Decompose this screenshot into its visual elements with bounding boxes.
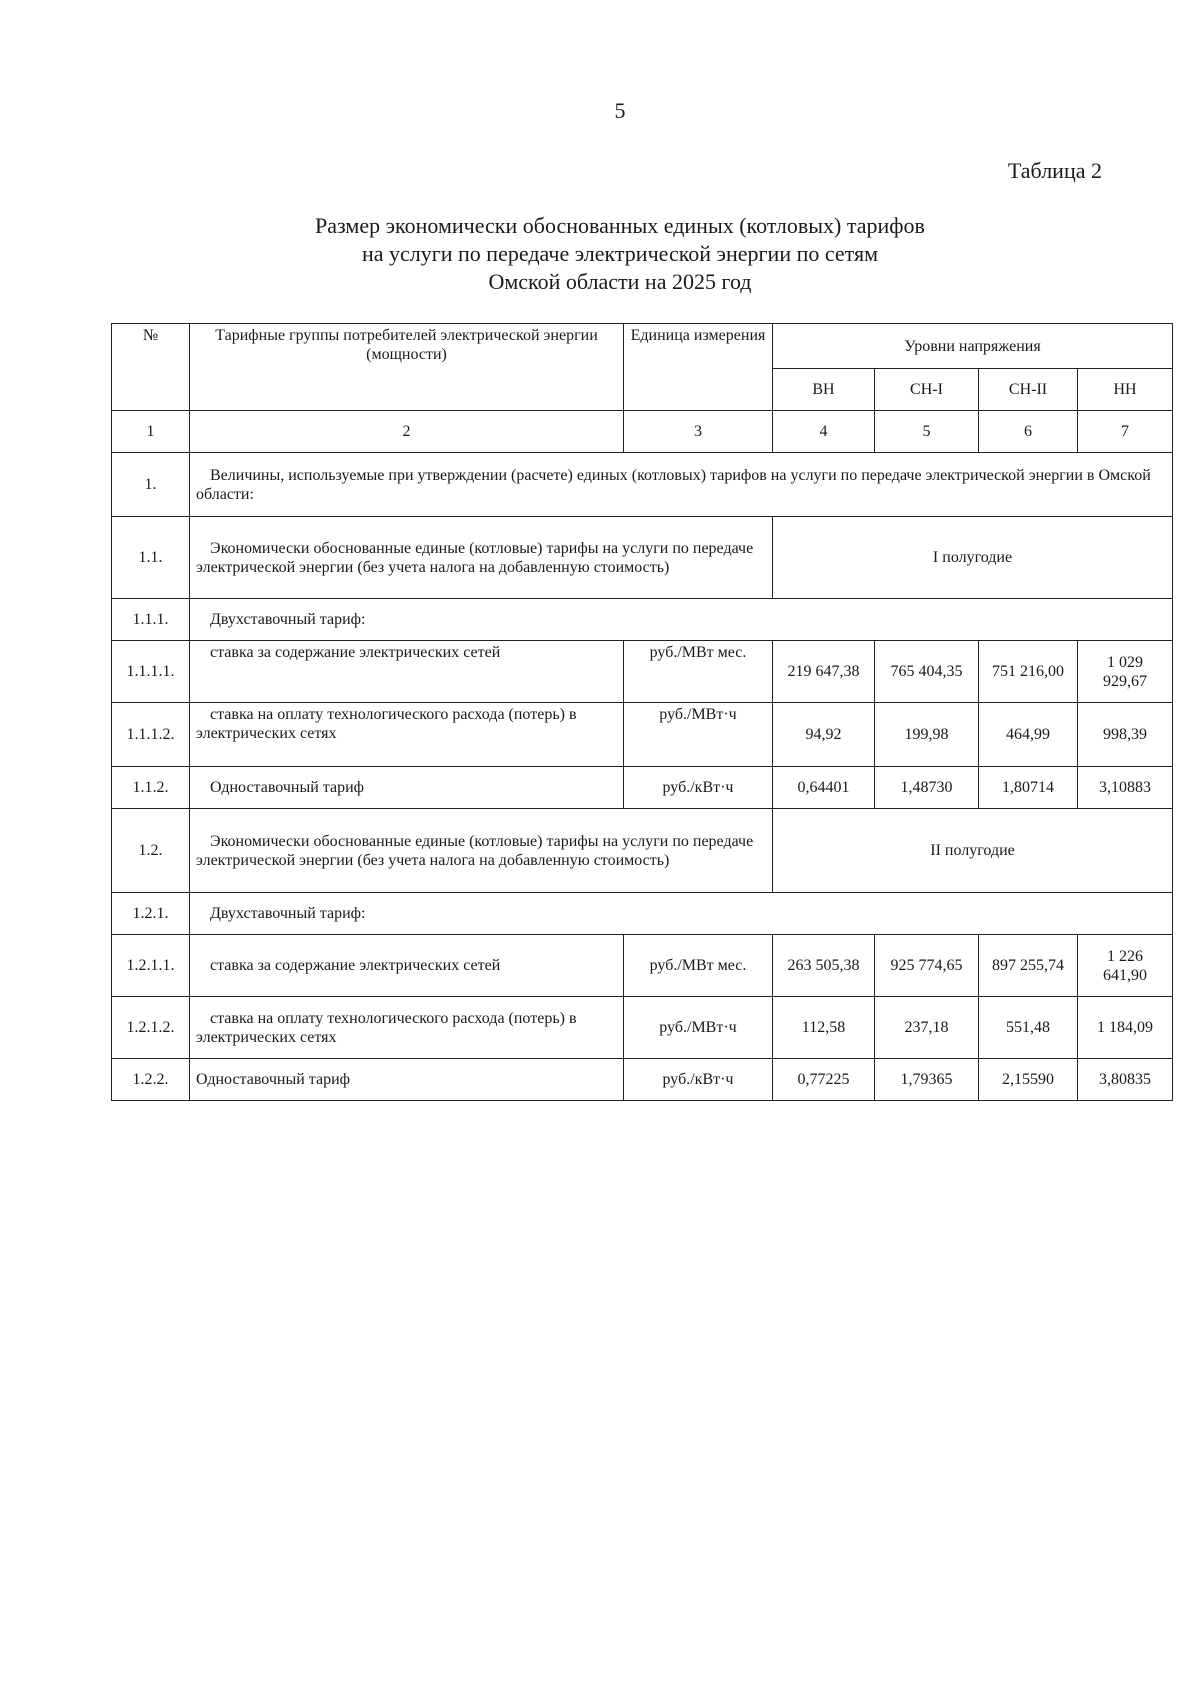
period-label: I полугодие (773, 517, 1173, 599)
row-description: Величины, используемые при утверждении (расчете) единых (котловых) тарифов на услуги по передаче электрической энергии в Омской области: (190, 453, 1173, 517)
row-number: 1.1.1. (112, 599, 190, 641)
value-nn: 3,80835 (1078, 1059, 1173, 1101)
col-number: 1 (112, 411, 190, 453)
value-sn2: 751 216,00 (979, 641, 1078, 703)
row-unit: руб./МВт мес. (624, 641, 773, 703)
header-unit: Единица измерения (624, 324, 773, 411)
value-sn1: 925 774,65 (875, 935, 979, 997)
table-row (112, 1059, 1173, 1101)
value-vn: 0,77225 (773, 1059, 875, 1101)
row-number: 1.2.1. (112, 893, 190, 935)
value-vn: 112,58 (773, 997, 875, 1059)
row-number: 1.2.2. (112, 1059, 190, 1101)
table-row (112, 703, 1173, 767)
row-unit: руб./кВт·ч (624, 1059, 773, 1101)
value-vn: 94,92 (773, 703, 875, 767)
row-description: Экономически обоснованные единые (котловые) тарифы на услуги по передаче электрической энергии (без учета налога на добавленную стоимость) (190, 809, 773, 893)
row-description: ставка за содержание электрических сетей (190, 641, 624, 703)
row-unit: руб./МВт мес. (624, 935, 773, 997)
row-number: 1.1.1.2. (112, 703, 190, 767)
row-number: 1.1.2. (112, 767, 190, 809)
row-unit: руб./МВт·ч (624, 997, 773, 1059)
table-row (112, 641, 1173, 703)
title-line: Омской области на 2025 год (488, 269, 752, 294)
table-row (112, 809, 1173, 893)
row-description: Одноставочный тариф (190, 767, 624, 809)
header-num: № (112, 324, 190, 411)
value-sn1: 1,79365 (875, 1059, 979, 1101)
table-row (112, 599, 1173, 641)
row-number: 1.2.1.1. (112, 935, 190, 997)
col-number: 2 (190, 411, 624, 453)
title-line: Размер экономически обоснованных единых (котловых) тарифов (315, 213, 925, 238)
col-number: 6 (979, 411, 1078, 453)
title-line: на услуги по передаче электрической энергии по сетям (361, 241, 879, 266)
table-row (112, 767, 1173, 809)
table-row (112, 935, 1173, 997)
header-row (112, 324, 1173, 369)
table-row (112, 893, 1173, 935)
header-group: Тарифные группы потребителей электрической энергии (мощности) (190, 324, 624, 411)
table-label: Таблица 2 (1007, 158, 1102, 183)
header-sn1: СН-I (875, 369, 979, 411)
row-number: 1.1.1.1. (112, 641, 190, 703)
header-nn: НН (1078, 369, 1173, 411)
col-number: 3 (624, 411, 773, 453)
tariff-table (111, 323, 1173, 1101)
row-description: Двухставочный тариф: (190, 599, 1173, 641)
row-unit: руб./МВт·ч (624, 703, 773, 767)
value-sn2: 2,15590 (979, 1059, 1078, 1101)
value-nn: 1 226 641,90 (1078, 935, 1173, 997)
value-sn1: 199,98 (875, 703, 979, 767)
row-description: Экономически обоснованные единые (котловые) тарифы на услуги по передаче электрической энергии (без учета налога на добавленную стоимость) (190, 517, 773, 599)
row-description: Двухставочный тариф: (190, 893, 1173, 935)
value-vn: 219 647,38 (773, 641, 875, 703)
period-label: II полугодие (773, 809, 1173, 893)
header-sn2: СН-II (979, 369, 1078, 411)
page-number: 5 (614, 98, 626, 123)
table-row (112, 997, 1173, 1059)
col-number: 5 (875, 411, 979, 453)
value-vn: 0,64401 (773, 767, 875, 809)
row-unit: руб./кВт·ч (624, 767, 773, 809)
row-description: ставка за содержание электрических сетей (190, 935, 624, 997)
header-vn: ВН (773, 369, 875, 411)
value-nn: 1 029 929,67 (1078, 641, 1173, 703)
header-voltage-levels: Уровни напряжения (773, 324, 1173, 369)
value-sn1: 237,18 (875, 997, 979, 1059)
row-description: Одноставочный тариф (190, 1059, 624, 1101)
value-nn: 1 184,09 (1078, 997, 1173, 1059)
value-sn2: 897 255,74 (979, 935, 1078, 997)
value-vn: 263 505,38 (773, 935, 875, 997)
col-number: 4 (773, 411, 875, 453)
value-sn1: 1,48730 (875, 767, 979, 809)
table-row (112, 517, 1173, 599)
value-nn: 998,39 (1078, 703, 1173, 767)
col-number: 7 (1078, 411, 1173, 453)
row-number: 1.2. (112, 809, 190, 893)
row-description: ставка на оплату технологического расхода (потерь) в электрических сетях (190, 703, 624, 767)
row-number: 1.1. (112, 517, 190, 599)
value-sn2: 464,99 (979, 703, 1078, 767)
table-row (112, 453, 1173, 517)
value-sn2: 1,80714 (979, 767, 1078, 809)
row-description: ставка на оплату технологического расхода (потерь) в электрических сетях (190, 997, 624, 1059)
row-number: 1.2.1.2. (112, 997, 190, 1059)
value-nn: 3,10883 (1078, 767, 1173, 809)
document-title (0, 212, 1200, 296)
column-number-row (112, 411, 1173, 453)
value-sn1: 765 404,35 (875, 641, 979, 703)
value-sn2: 551,48 (979, 997, 1078, 1059)
row-number: 1. (112, 453, 190, 517)
